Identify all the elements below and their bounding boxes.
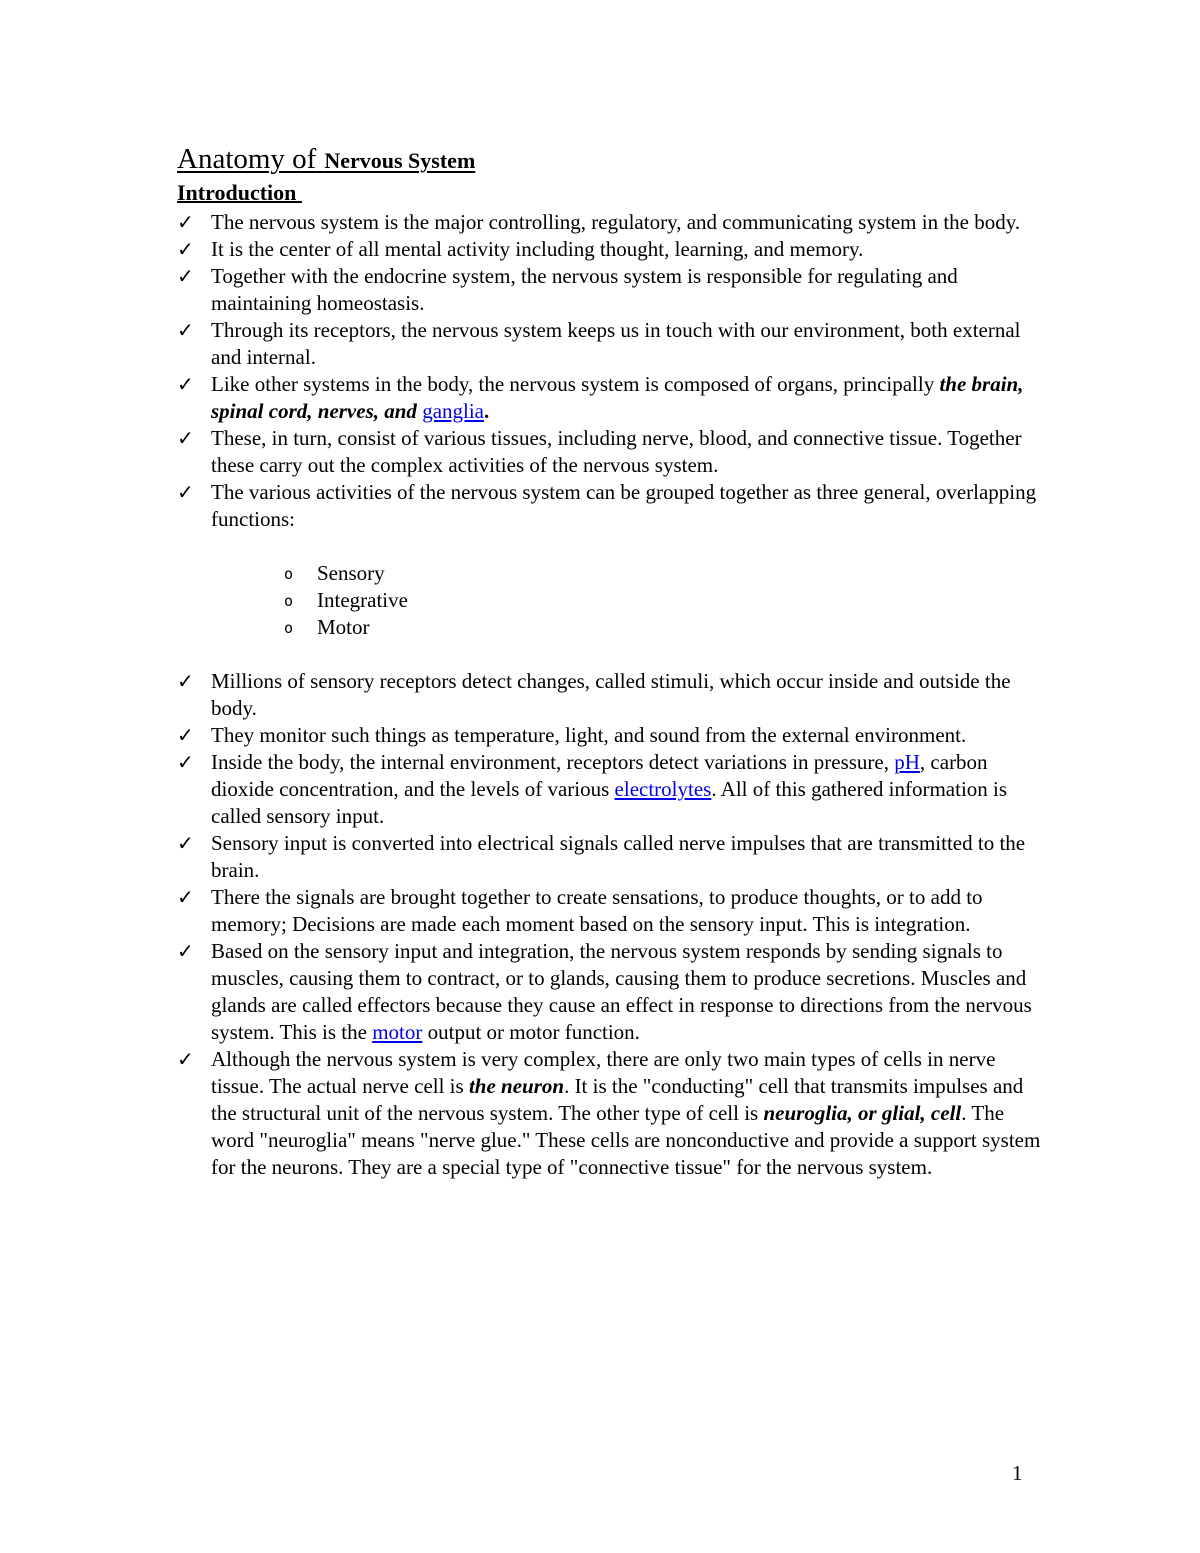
check-icon: ✓ xyxy=(177,669,194,693)
title-part-1: Anatomy of xyxy=(177,143,317,175)
bullet-text: . xyxy=(484,399,490,423)
check-icon: ✓ xyxy=(177,1047,194,1071)
bullet-text: . It is the "conducting" cell that transmits impulses and the structural unit of the nervous system. The other type of cell is xyxy=(211,1074,1024,1125)
check-icon: ✓ xyxy=(177,723,194,747)
bullet-text: Through its receptors, the nervous system keeps us in touch with our environment, both external and internal. xyxy=(211,318,1021,369)
check-icon: ✓ xyxy=(177,831,194,855)
electrolytes-link[interactable]: electrolytes xyxy=(614,777,712,801)
check-icon: ✓ xyxy=(177,237,194,261)
functions-sublist xyxy=(211,560,1041,641)
list-item xyxy=(177,425,1041,479)
function-label: Motor xyxy=(317,615,370,639)
list-item xyxy=(177,263,1041,317)
function-label: Sensory xyxy=(317,561,385,585)
o-bullet-icon: o xyxy=(284,565,294,583)
bullet-text: output or motor function. xyxy=(422,1020,640,1044)
list-item xyxy=(177,317,1041,371)
check-icon: ✓ xyxy=(177,210,194,234)
ganglia-link[interactable]: ganglia xyxy=(422,399,484,423)
bullet-text: , carbon dioxide concentration, and the levels of various xyxy=(211,750,988,801)
list-item xyxy=(177,938,1041,1046)
list-item xyxy=(177,884,1041,938)
check-icon: ✓ xyxy=(177,426,194,450)
motor-link[interactable]: motor xyxy=(372,1020,423,1044)
o-bullet-icon: o xyxy=(284,619,294,637)
list-item xyxy=(177,830,1041,884)
check-icon: ✓ xyxy=(177,885,194,909)
check-icon: ✓ xyxy=(177,318,194,342)
bullet-text: There the signals are brought together to create sensations, to produce thoughts, or to add to memory; Decisions are made each moment based on the sensory input. This is integration. xyxy=(211,885,983,936)
bullet-text: Together with the endocrine system, the nervous system is responsible for regulating and maintaining homeostasis. xyxy=(211,264,958,315)
bullet-text: The various activities of the nervous system can be grouped together as three general, overlapping functions: xyxy=(211,480,1037,531)
list-item xyxy=(177,1046,1041,1181)
title-part-2: Nervous System xyxy=(324,148,476,173)
document-title xyxy=(177,140,475,176)
sublist-item xyxy=(284,587,1041,614)
section-heading-introduction: Introduction xyxy=(177,180,302,205)
bullet-text: It is the center of all mental activity including thought, learning, and memory. xyxy=(211,237,864,261)
bullet-text: . All of this gathered information is called sensory input. xyxy=(211,777,1008,828)
list-item xyxy=(177,722,1041,749)
bullet-text: Millions of sensory receptors detect changes, called stimuli, which occur inside and outside the body. xyxy=(211,669,1011,720)
check-icon: ✓ xyxy=(177,750,194,774)
bullet-text: . The word "neuroglia" means "nerve glue." These cells are nonconductive and provide a support system for the neurons. They are a special type of "connective tissue" for the nervous system. xyxy=(211,1101,1041,1179)
sublist-item xyxy=(284,614,1041,641)
emphasis-organs: the brain, spinal cord, nerves, and xyxy=(211,372,1024,423)
list-item xyxy=(177,209,1041,236)
bullet-text: They monitor such things as temperature, light, and sound from the external environment. xyxy=(211,723,967,747)
bullet-text: Although the nervous system is very complex, there are only two main types of cells in nerve tissue. The actual nerve cell is xyxy=(211,1047,996,1098)
bullet-text: Inside the body, the internal environment, receptors detect variations in pressure, xyxy=(211,750,895,774)
bullet-text: Sensory input is converted into electrical signals called nerve impulses that are transmitted to the brain. xyxy=(211,831,1026,882)
o-bullet-icon: o xyxy=(284,592,294,610)
emphasis-neuroglia: neuroglia, or glial, cell xyxy=(763,1101,962,1125)
check-icon: ✓ xyxy=(177,264,194,288)
list-item xyxy=(177,236,1041,263)
check-icon: ✓ xyxy=(177,480,194,504)
emphasis-neuron: the neuron xyxy=(468,1074,565,1098)
ph-link[interactable]: pH xyxy=(894,750,920,774)
bullet-text: These, in turn, consist of various tissues, including nerve, blood, and connective tissue. Together these carry out the complex activities of the nervous system. xyxy=(211,426,1022,477)
sublist-item xyxy=(284,560,1041,587)
list-item xyxy=(177,668,1041,722)
function-label: Integrative xyxy=(317,588,408,612)
bullet-text: Like other systems in the body, the nervous system is composed of organs, principally xyxy=(211,372,940,396)
introduction-bullet-list xyxy=(177,209,1041,1181)
list-item xyxy=(177,479,1041,641)
bullet-text: Based on the sensory input and integration, the nervous system responds by sending signals to muscles, causing them to contract, or to glands, causing them to produce secretions. Muscles and glands are called effectors because they cause an effect in response to directions from the nervous system. This is the xyxy=(211,939,1032,1044)
list-item xyxy=(177,371,1041,425)
page-number: 1 xyxy=(1012,1461,1023,1485)
check-icon: ✓ xyxy=(177,372,194,396)
list-item xyxy=(177,749,1041,830)
bullet-text: The nervous system is the major controlling, regulatory, and communicating system in the body. xyxy=(211,210,1021,234)
check-icon: ✓ xyxy=(177,939,194,963)
